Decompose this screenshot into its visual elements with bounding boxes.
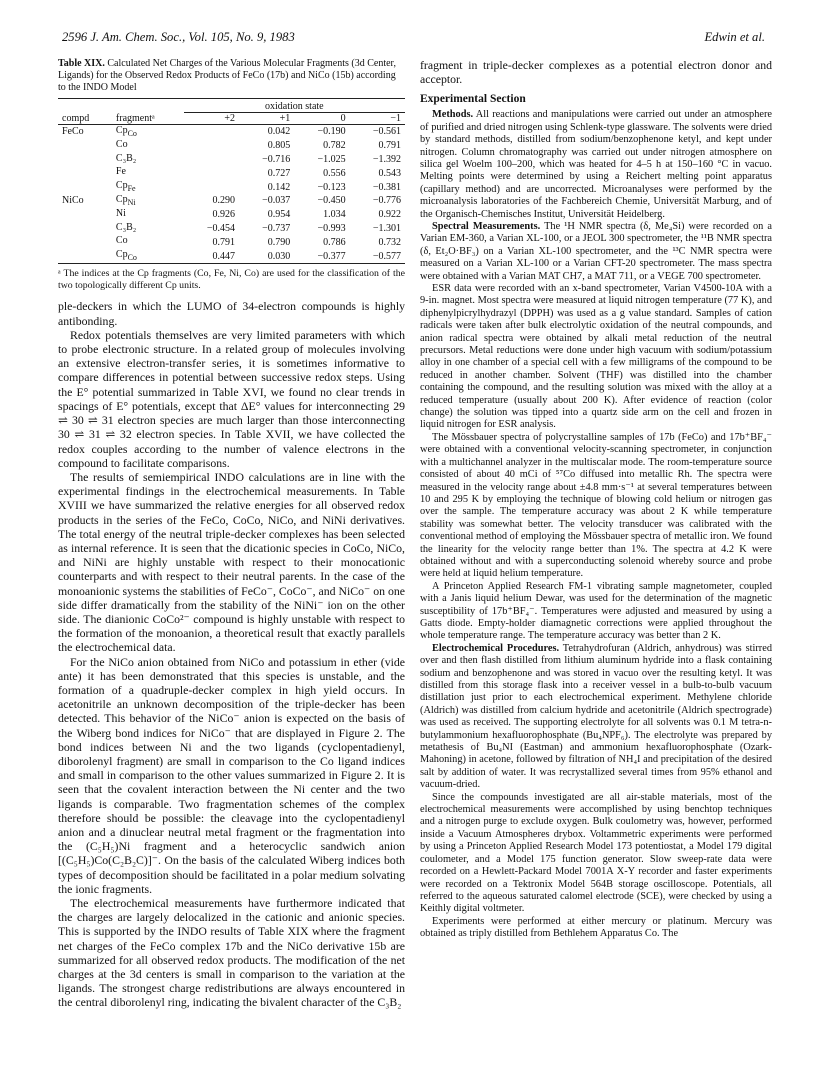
continued-paragraph: fragment in triple-decker complexes as a potential electron donor and acceptor. bbox=[420, 58, 772, 87]
cell-charge: −0.561 bbox=[372, 126, 401, 138]
fragment-name: Fe bbox=[115, 166, 126, 178]
experimental-paragraph bbox=[420, 916, 772, 941]
cell-charge: −0.377 bbox=[317, 250, 346, 262]
paragraph-text: A Princeton Applied Research FM-1 vibrating sample magnetometer, coupled with a Janis liquid helium Dewar, was used for the determination of the magnetic susceptibility of 17b⁺BF₄⁻. Temperatures were adjusted and measured by using a Gatts diode. Empty-holder diamagnetic corrections were applied throughout the whole temperature range. The temperature accuracy was better than 2 K. bbox=[420, 580, 772, 642]
cell-charge: 0.732 bbox=[378, 236, 401, 248]
net-charges-table bbox=[58, 98, 405, 264]
cell-charge: 0.727 bbox=[267, 167, 291, 179]
cell-fragment bbox=[112, 235, 184, 249]
cell-fragment bbox=[112, 139, 184, 153]
fragment-name: Ni bbox=[115, 207, 126, 219]
fragment-name: Co bbox=[115, 138, 128, 150]
section-title: Experimental Section bbox=[420, 93, 526, 106]
paragraph-text: ESR data were recorded with an x-band spectrometer, Varian V4500-10A with a 9-in. magnet. Most spectra were measured at liquid nitrogen temperature (77 K), and diphenylpicrylhydrazyl (DPPH) was used as a g value standard. Samples of cation radicals were taken after bulk electrolytic oxidation of the neutral compounds, and anion radical spectra were obtained by alkali metal reduction of the neutral precursors. Metal reductions were done under high vacuum with sodium/potassium alloy in one chamber of a special cell with a few milligrams of the compound to be reduced in another chamber. Solvent (THF) was distilled into the chamber containing the compound, and the resulting solution was mixed with the alloy at a reduced temperature (usually about 200 K). After evidence of reaction (color change) the solution was tipped into a quartz side arm on the cell and frozen in liquid nitrogen for ESR analysis. bbox=[420, 283, 772, 431]
col-header-state: −1 bbox=[390, 113, 401, 124]
col-header-fragment: fragmentᵃ bbox=[115, 112, 155, 124]
paragraph-text: The Mössbauer spectra of polycrystalline samples of 17b (FeCo) and 17b⁺BF₄⁻ were obtained with a conventional velocity-scanning spectrometer, in conjunction with a multichannel analyzer in the multiscalar mode. The room-temperature source consisted of about 40 mCi of ⁵⁷Co diffused into metallic Rh. The spectra were measured in the velocity range about ±4.8 mm·s⁻¹ at several temperatures between 10 and 295 K by employing the technique of blowing cold helium or nitrogen gas over the sample. The temperature accuracy was about 2 K while temperature stability was somewhat better. The velocity transducer was calibrated with the conventional method of employing the Mössbauer spectra of metallic iron. We found the linearity for the velocity range better than 1%. The spectra at 4.2 K were obtained without and with a superconducting solenoid whereby source and probe were held at liquid helium temperature. bbox=[420, 431, 772, 580]
group-header-oxidation-state: oxidation state bbox=[184, 99, 405, 113]
run-in-heading: Methods. bbox=[432, 109, 474, 121]
fragment-name: Cp bbox=[115, 125, 128, 136]
fragment-name: Cp bbox=[115, 249, 128, 261]
cell-charge: 0.556 bbox=[323, 167, 346, 179]
cell-charge: 0.042 bbox=[267, 126, 291, 138]
cell-charge: −1.392 bbox=[372, 153, 401, 165]
experimental-paragraph bbox=[420, 109, 772, 221]
table-row bbox=[58, 208, 405, 222]
cell-charge: 0.030 bbox=[267, 250, 291, 262]
fragment-subscript: Ni bbox=[127, 197, 136, 207]
body-paragraph: The electrochemical measurements have furthermore indicated that the charges are largely delocalized in the cationic and anionic species. This is supported by the INDO results of Table XIX where the fragment net charges of the FeCo complex 17b and the NiCo derivative 15b are summarized for all observed redox products. The modification of the net charges at the 3d centers is small in comparison to the variation at the ligands. The strongest charge redistributions are always encountered in the central diborolenyl ring, indicating the bivalent character of the C₃B₂ bbox=[58, 896, 405, 1010]
cell-compd bbox=[58, 235, 112, 249]
cell-charge: −0.381 bbox=[372, 181, 401, 193]
fragment-subscript: Co bbox=[127, 253, 137, 263]
cell-charge: −0.776 bbox=[372, 195, 401, 207]
cell-charge: 0.790 bbox=[267, 236, 291, 248]
experimental-paragraph bbox=[420, 581, 772, 643]
fragment-subscript: Co bbox=[127, 129, 137, 138]
table-row bbox=[58, 235, 405, 249]
fragment-name: C₃B₂ bbox=[115, 221, 137, 233]
cell-charge: −0.993 bbox=[317, 222, 346, 234]
experimental-paragraph bbox=[420, 221, 772, 283]
cell-charge: 0.954 bbox=[267, 209, 291, 221]
table-row bbox=[58, 180, 405, 194]
cell-charge: −1.301 bbox=[372, 222, 401, 234]
paragraph-text: All reactions and manipulations were carried out under an atmosphere of purified and dried nitrogen using Schlenk-type glassware. The solvents were dried by standard methods, distilled from sodium/benzophenone ketyl, and kept under nitrogen. Column chromatography was carried out under nitrogen atmosphere on silica gel Woelm 100–200, which was heated for 4–5 h at 150–160 °C in vacuo. Melting points were determined by using a Reichert melting point apparatus (capillary method) and are uncorrected. Microanalyses were performed by the microanalysis laboratories of the Fachbereich Chemie, Universität Marburg, and of the Organisch-Chemisches Institut, Universität Heidelberg. bbox=[420, 109, 772, 220]
table-row bbox=[58, 249, 405, 263]
table-row bbox=[58, 139, 405, 153]
paragraph-text: The ¹H NMR spectra (δ, Me₄Si) were recorded on a Varian EM-360, a Varian XL-100, or a JEOL 300 spectrometer, the ¹¹B NMR spectra (δ, Et₂O·BF₃) on a Varian XL-100 spectrometer, and the ¹³C NMR spectra were measured on a Varian XL-100 or a Varian CFT-20 spectrometer. The mass spectra were obtained with a Varian MAT CH7, a MAT 711, or a VEGE 700 spectrometer. bbox=[420, 220, 773, 282]
cell-charge: 0.922 bbox=[378, 209, 401, 221]
table-row bbox=[58, 125, 405, 139]
run-in-heading: Electrochemical Procedures. bbox=[432, 642, 560, 654]
cell-charge: 0.142 bbox=[267, 181, 291, 193]
cell-fragment bbox=[112, 222, 184, 236]
cell-compd bbox=[58, 139, 112, 153]
cell-compd bbox=[58, 153, 112, 167]
cell-compd: FeCo bbox=[62, 126, 84, 138]
cell-compd bbox=[58, 180, 112, 194]
cell-charge: 0.791 bbox=[378, 140, 401, 152]
cell-fragment bbox=[112, 208, 184, 222]
table-caption-label: Table XIX. bbox=[58, 58, 105, 69]
cell-fragment bbox=[112, 194, 184, 208]
table-caption-text: Calculated Net Charges of the Various Molecular Fragments (3d Center, Ligands) for the Observed Redox Products of FeCo (17b) and NiCo (15b) according to the INDO Model bbox=[58, 58, 396, 93]
running-header-journal: 2596 J. Am. Chem. Soc., Vol. 105, No. 9, 1983 bbox=[62, 30, 295, 44]
table-body bbox=[58, 125, 405, 264]
cell-charge: 0.447 bbox=[212, 250, 235, 262]
cell-compd bbox=[58, 249, 112, 263]
cell-charge: −1.025 bbox=[317, 153, 346, 165]
cell-fragment bbox=[112, 249, 184, 263]
cell-compd bbox=[58, 166, 112, 180]
cell-charge bbox=[184, 166, 239, 180]
running-header-authors: Edwin et al. bbox=[704, 30, 765, 44]
body-paragraph: ple-deckers in which the LUMO of 34-electron compounds is highly antibonding. bbox=[58, 299, 405, 328]
table-row bbox=[58, 153, 405, 167]
cell-charge bbox=[184, 139, 239, 153]
cell-charge: −0.190 bbox=[317, 126, 346, 138]
cell-charge: 0.543 bbox=[378, 167, 401, 179]
paragraph-text: Experiments were performed at either mercury or platinum. Mercury was obtained as triply distilled from Bethlehem Apparatus Co. The bbox=[420, 915, 772, 940]
cell-charge bbox=[184, 180, 239, 194]
cell-fragment bbox=[112, 153, 184, 167]
left-column bbox=[58, 58, 405, 1010]
cell-charge bbox=[184, 125, 239, 139]
table-footnote: ᵃ The indices at the Cp fragments (Co, Fe, Ni, Co) are used for the classification of the two topologically different Cp units. bbox=[58, 267, 405, 291]
body-paragraph: For the NiCo anion obtained from NiCo and potassium in ether (vide ante) it has been demonstrated that this species is unstable, and the formation of a quadruple-decker complex in high yield occurs. In acetonitrile an unknown decomposition of the triple-decker has been detected. This behavior of the NiCo⁻ anion is expected on the basis of the Wiberg bond indices for NiCo⁻ that are displayed in Figure 2. The bond indices between Ni and the two ligands (cyclopentadienyl, diborolenyl fragment) are small in comparison to the Co ligand indices and small in comparison to the other values summarized in Figure 2. It is seen that the covalent interaction between the Ni center and the two ligands is comparable. Two fragmentation schemes of the complex therefore should be possible: the cleavage into the cyclopentadienyl anion and a dinuclear neutral metal fragment or the fragmentation into the (C₅H₅)Ni fragment and a heterocyclic sandwich anion [(C₅H₅)Co(C₂B₂C)]⁻. On the basis of the calculated Wiberg indices both types of decomposition should be facilitated in a polar medium solvating the ionic fragments. bbox=[58, 654, 405, 896]
cell-charge: −0.737 bbox=[262, 222, 291, 234]
page-header bbox=[62, 30, 765, 48]
cell-charge: 0.782 bbox=[323, 140, 346, 152]
cell-compd bbox=[58, 208, 112, 222]
experimental-paragraph bbox=[420, 792, 772, 916]
fragment-name: Co bbox=[115, 235, 128, 247]
body-paragraph: Redox potentials themselves are very limited parameters with which to probe electronic structure. In a related group of molecules involving an extensive electron-transfer series, it is sometimes informative to compare differences in potential between successive redox steps. Using the E° potential summarized in Table XVI, we found no clear trends in spacings of E° potentials, except that ΔE° values for interconnecting 29 ⇌ 30 ⇌ 31 electron species are much larger than those interconnecting 30 ⇌ 31 ⇌ 32 electron species. In Table XVII, we have collected the redox couples according to the number of valence electrons in the compound to facilitate comparisons. bbox=[58, 327, 405, 470]
fragment-subscript: Fe bbox=[127, 184, 136, 194]
table-row bbox=[58, 166, 405, 180]
cell-charge: −0.037 bbox=[262, 195, 291, 207]
experimental-text bbox=[420, 109, 772, 940]
table-row bbox=[58, 194, 405, 208]
cell-charge: 0.926 bbox=[212, 209, 235, 221]
cell-compd: NiCo bbox=[62, 195, 84, 207]
experimental-paragraph bbox=[420, 643, 772, 792]
col-header-state: +2 bbox=[224, 113, 235, 124]
cell-compd bbox=[58, 222, 112, 236]
col-header-state: +1 bbox=[279, 113, 291, 124]
cell-charge: 0.290 bbox=[212, 195, 235, 207]
cell-fragment bbox=[112, 180, 184, 194]
right-column bbox=[420, 58, 772, 941]
table-row bbox=[58, 222, 405, 236]
fragment-name: Cp bbox=[115, 193, 128, 205]
cell-fragment bbox=[112, 125, 184, 139]
experimental-paragraph bbox=[420, 283, 772, 432]
table-caption bbox=[58, 58, 405, 94]
cell-charge: 0.791 bbox=[212, 236, 235, 248]
body-paragraph: The results of semiempirical INDO calculations are in line with the experimental findings in the electrochemical measurements. In Table XVIII we have summarized the relative energies for all observed redox products in the series of the FeCo, CoCo, NiCo, and NiNi derivatives. The total energy of the neutral triple-decker complexes has been selected as internal reference. It is seen that the dicationic species in CoCo, NiCo, and NiNi are highly unstable with respect to their monocationic counterparts and with respect to their neutral parents. In the case of the monoanionic systems the stabilities of FeCo⁻, CoCo⁻, and NiCo⁻ on one side differ dramatically from the stability of the NiNi⁻ ion on the other side. The dianionic CoCo²⁻ compound is highly unstable with respect to the formation of the monoanion, a theoretical result that exactly parallels the electrochemical data. bbox=[58, 469, 406, 655]
paragraph-text: Tetrahydrofuran (Aldrich, anhydrous) was stirred over and then flash distilled from lithium aluminum hydride into a flask containing sodium and benzophenone and was stored in vacuo over the resulting ketyl. It was distilled from this storage flask into a receiver vessel in a bulb-to-bulb vacuum distillation just prior to each electrochemical experiment. Methylene chloride (Aldrich) was distilled from calcium hydride and acetonitrile (Aldrich spectrograde) was used as received. The supporting electrolyte for all solvents was 0.1 M tetra-n-butylammonium hexafluorophosphate (Bu₄NPF₆). The electrolyte was prepared by metathesis of Bu₄NI (Eastman) and ammonium hexafluorophosphate (Ozark-Mahoning) in acetone, followed by filtration of NH₄I and precipitation of the desired salt by addition of water. It was recrystallized several times from 95% ethanol and vacuum-dried. bbox=[420, 642, 772, 791]
cell-charge bbox=[184, 153, 239, 167]
paragraph-text: Since the compounds investigated are all air-stable materials, most of the electrochemical measurements were accomplished by using benchtop techniques and a nitrogen purge to exclude oxygen. Bulk coulometry was, however, performed inside a Vacuum Atmospheres drybox. Voltammetric experiments were performed by using a Princeton Applied Research Model 173 potentiostat, a Model 179 digital coulometer, and a Model 175 function generator. Slow sweep-rate data were recorded on a Hewlett-Packard Model 7001A X-Y recorder and faster experiments were recorded on a Tektronix Model 564B storage oscilloscope. Potentials, all referred to the aqueous saturated calomel electrode (SCE), were checked by using a Keithly digital voltmeter. bbox=[420, 791, 772, 915]
cell-charge: 1.034 bbox=[323, 209, 346, 221]
col-header-compd: compd bbox=[62, 112, 90, 124]
fragment-name: Cp bbox=[115, 180, 128, 192]
cell-charge: −0.454 bbox=[206, 222, 235, 234]
experimental-paragraph bbox=[420, 432, 772, 581]
cell-charge: 0.786 bbox=[323, 236, 346, 248]
cell-fragment bbox=[112, 166, 184, 180]
left-body-text bbox=[58, 299, 405, 1009]
run-in-heading: Spectral Measurements. bbox=[432, 220, 541, 232]
cell-charge: −0.450 bbox=[317, 195, 346, 207]
cell-charge: 0.805 bbox=[267, 140, 291, 152]
cell-charge: −0.123 bbox=[317, 181, 346, 193]
cell-charge: −0.716 bbox=[262, 153, 291, 165]
fragment-name: C₃B₂ bbox=[115, 152, 137, 164]
cell-charge: −0.577 bbox=[372, 250, 401, 262]
col-header-state: 0 bbox=[340, 113, 346, 124]
